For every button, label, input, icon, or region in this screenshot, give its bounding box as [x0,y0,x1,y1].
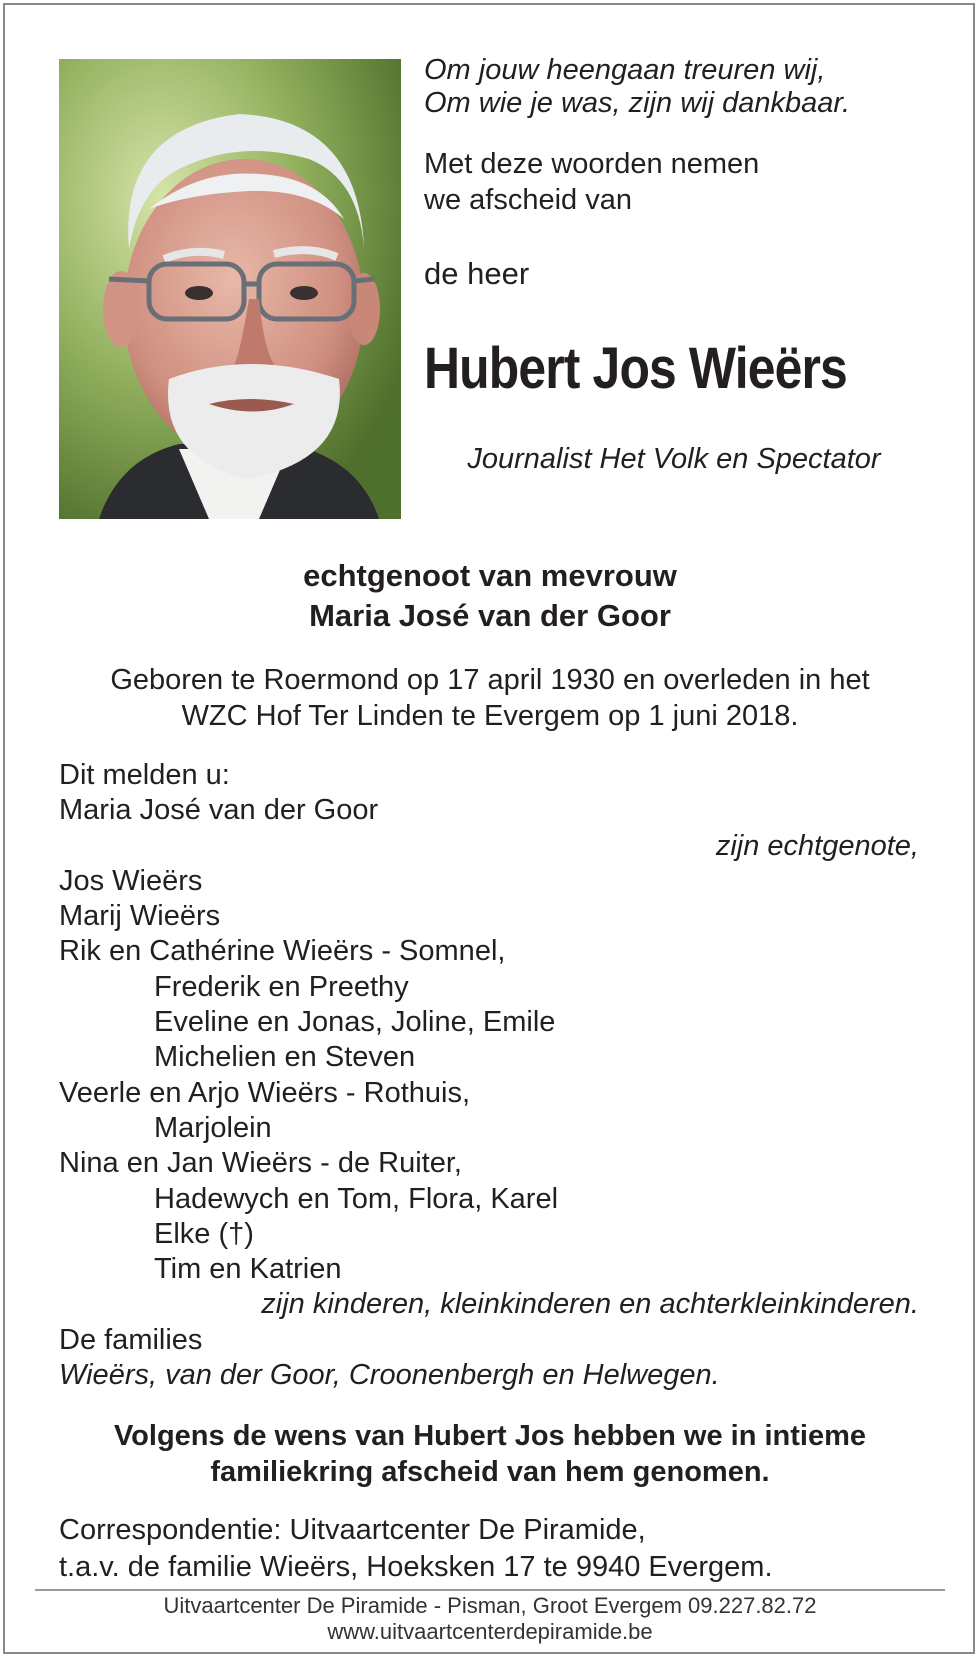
title-prefix: de heer [424,256,530,291]
announcer-line: Elke (†) [154,1217,254,1250]
footer-address: Uitvaartcenter De Piramide - Pisman, Groot Evergem 09.227.82.72 [163,1593,817,1618]
announcer-line: De families [59,1323,203,1356]
intro-line: we afscheid van [424,184,632,216]
announcer-line: Nina en Jan Wieërs - de Ruiter, [59,1147,462,1180]
footer-website: www.uitvaartcenterdepiramide.be [327,1619,653,1644]
birth-death-info [0,662,980,734]
poem-line: Om jouw heengaan treuren wij, [424,54,826,86]
announcer-line: Maria José van der Goor [59,794,379,827]
memorial-poem [424,54,850,120]
info-line: Geboren te Roermond op 17 april 1930 en overleden in het [110,664,870,696]
announcer-line: Rik en Cathérine Wieërs - Somnel, [59,935,506,968]
correspondence [59,1512,773,1586]
farewell-intro [424,146,759,218]
deceased-name: Hubert Jos Wieërs [424,336,847,401]
wish-line: familiekring afscheid van hem genomen. [210,1456,770,1488]
announcer-line: zijn kinderen, kleinkinderen en achterkleinkinderen. [261,1288,919,1321]
announcer-line: Hadewych en Tom, Flora, Karel [154,1182,559,1215]
footer-divider [35,1589,945,1591]
announcer-line: Michelien en Steven [154,1041,416,1074]
spouse-block [0,556,980,636]
announcer-line: Marij Wieërs [59,900,221,933]
portrait-photo [59,59,401,519]
info-line: WZC Hof Ter Linden te Evergem op 1 juni 2018. [181,700,799,732]
announcer-line: Frederik en Preethy [154,970,409,1003]
wish-line: Volgens de wens van Hubert Jos hebben we in intieme [113,1420,867,1452]
announcer-line: Veerle en Arjo Wieërs - Rothuis, [59,1076,471,1109]
poem-line: Om wie je was, zijn wij dankbaar. [424,87,851,119]
funeral-home-footer [0,1593,980,1645]
announcer-line: Wieërs, van der Goor, Croonenbergh en Helwegen. [59,1359,720,1392]
announcer-line: Jos Wieërs [59,864,203,897]
correspondence-line: Correspondentie: Uitvaartcenter De Piramide, [59,1514,646,1546]
occupation: Journalist Het Volk en Spectator [467,443,881,475]
correspondence-line: t.a.v. de familie Wieërs, Hoeksken 17 te 9940 Evergem. [59,1551,773,1583]
intro-line: Met deze woorden nemen [424,148,760,180]
announcer-line: Dit melden u: [59,759,230,791]
announcer-line: Eveline en Jonas, Joline, Emile [154,1006,556,1039]
announcer-line: Marjolein [154,1111,272,1144]
announcers-list [59,758,919,1393]
announcer-line: zijn echtgenote, [715,829,919,862]
announcer-line: Tim en Katrien [154,1253,342,1286]
funeral-wish [0,1418,980,1490]
spouse-line: echtgenoot van mevrouw [303,558,677,593]
spouse-name: Maria José van der Goor [309,598,671,633]
